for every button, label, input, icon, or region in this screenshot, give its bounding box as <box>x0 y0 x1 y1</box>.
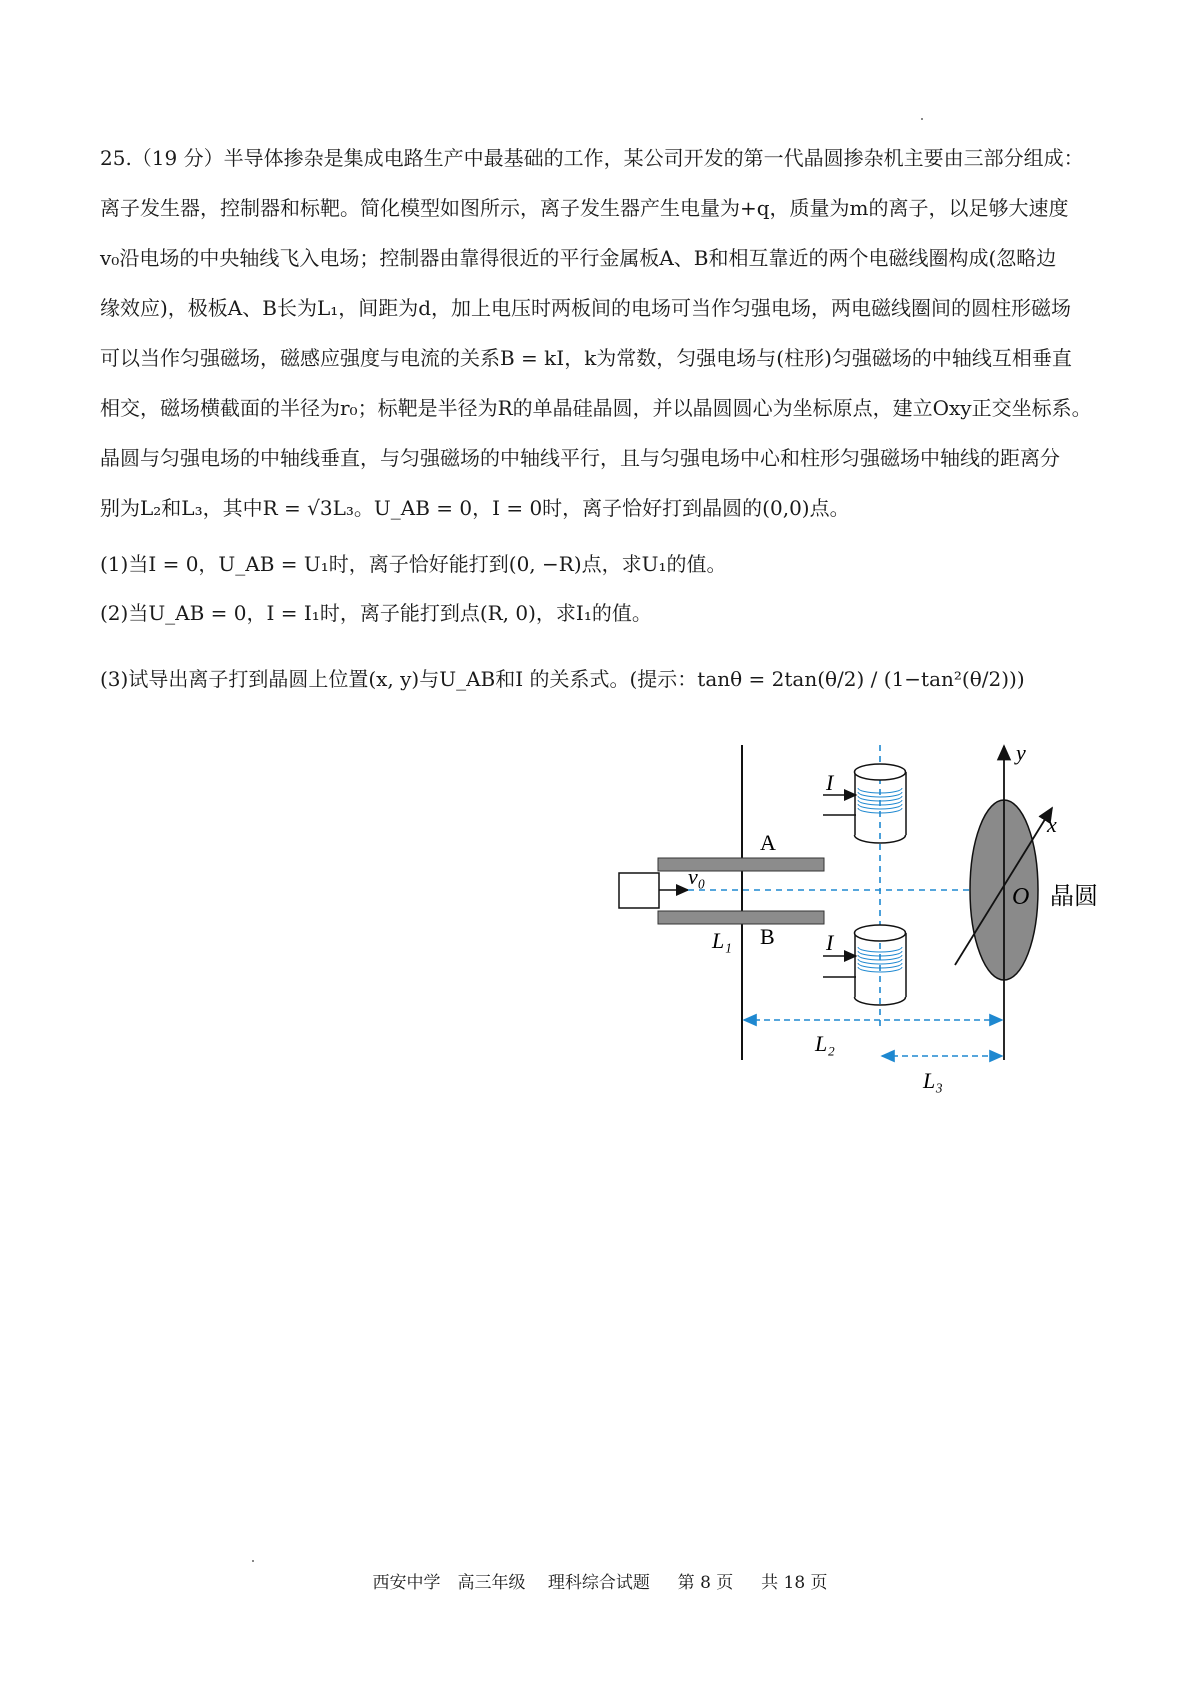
page-footer: 西安中学 高三年级 理科综合试题 第 8 页 共 18 页 <box>372 1573 828 1593</box>
l2-label: L₂ <box>815 1031 835 1056</box>
question-1: (1)当I = 0，U_AB = U₁时，离子恰好能打到(0, −R)点，求U₁的值。 <box>100 552 727 576</box>
problem-line: 别为L₂和L₃，其中R = √3L₃。U_AB = 0，I = 0时，离子恰好打到晶圆的(0,0)点。 <box>100 496 850 520</box>
ion-source <box>619 873 659 908</box>
problem-line: 缘效应)，极板A、B长为L₁，间距为d，加上电压时两板间的电场可当作匀强电场，两电磁线圈间的圆柱形磁场 <box>100 296 1072 320</box>
problem-line: 可以当作匀强磁场，磁感应强度与电流的关系B = kI，k为常数，匀强电场与(柱形)匀强磁场的中轴线互相垂直 <box>100 346 1072 370</box>
problem-line: 晶圆与匀强电场的中轴线垂直，与匀强磁场的中轴线平行，且与匀强电场中心和柱形匀强磁场中轴线的距离分 <box>100 446 1060 470</box>
coil-top <box>823 764 906 843</box>
problem-statement <box>100 133 1120 533</box>
x-axis-label: x <box>1047 812 1057 837</box>
current-label-bottom: I <box>826 930 834 955</box>
plate-a <box>658 858 824 871</box>
question-3: (3)试导出离子打到晶圆上位置(x, y)与U_AB和I 的关系式。(提示：tanθ = 2tan(θ/2) / (1−tan²(θ/2))) <box>100 667 1025 691</box>
wafer-label: 晶圆 <box>1050 882 1098 910</box>
problem-line: v₀沿电场的中央轴线飞入电场；控制器由靠得很近的平行金属板A、B和相互靠近的两个电磁线圈构成(忽略边 <box>100 246 1057 270</box>
speck <box>921 118 923 120</box>
speck <box>252 1560 254 1562</box>
plate-b <box>658 911 824 924</box>
apparatus-figure <box>610 735 1130 1095</box>
l3-label: L₃ <box>923 1068 943 1093</box>
problem-line: 离子发生器，控制器和标靶。简化模型如图所示，离子发生器产生电量为+q，质量为m的离子，以足够大速度 <box>100 196 1069 220</box>
problem-line: 相交，磁场横截面的半径为r₀；标靶是半径为R的单晶硅晶圆，并以晶圆圆心为坐标原点，建立Oxy正交坐标系。 <box>100 396 1092 420</box>
coil-bottom <box>823 925 906 1005</box>
l1-label: L₁ <box>712 928 732 953</box>
problem-line: 25.（19 分）半导体掺杂是集成电路生产中最基础的工作，某公司开发的第一代晶圆掺杂机主要由三部分组成： <box>100 146 1084 170</box>
v0-label: v₀ <box>688 864 706 889</box>
question-2: (2)当U_AB = 0，I = I₁时，离子能打到点(R, 0)，求I₁的值。 <box>100 601 652 625</box>
plate-b-label: B <box>760 924 775 949</box>
y-axis-label: y <box>1016 740 1026 765</box>
current-label-top: I <box>826 770 834 795</box>
plate-a-label: A <box>760 830 776 855</box>
origin-label: O <box>1012 884 1030 910</box>
